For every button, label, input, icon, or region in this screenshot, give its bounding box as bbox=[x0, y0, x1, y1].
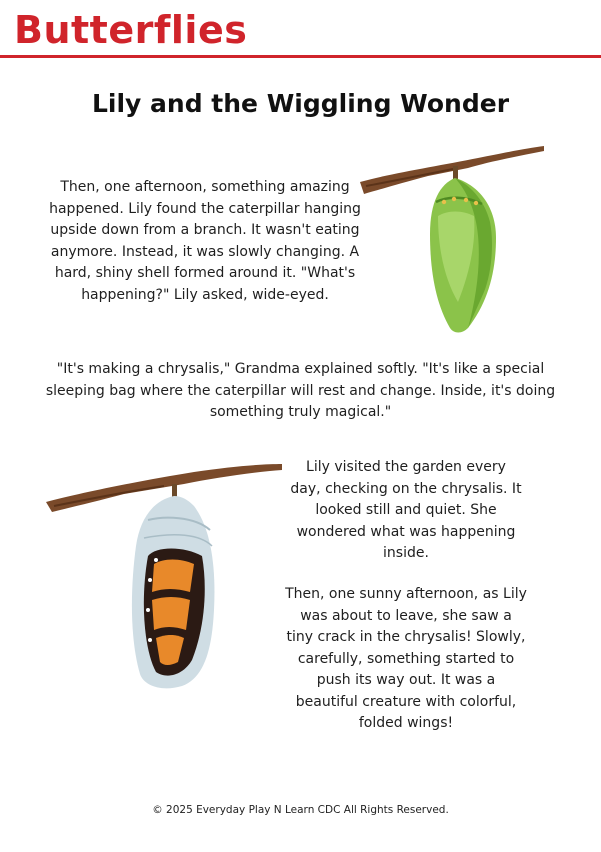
green-chrysalis-on-branch-icon bbox=[358, 142, 546, 336]
story-title: Lily and the Wiggling Wonder bbox=[91, 89, 510, 118]
header-divider bbox=[0, 55, 601, 58]
story-paragraph-1: Then, one afternoon, something amazing happened. Lily found the caterpillar hanging upside down from a branch. It wasn't eating anymore. Instead, it was slowly changing. A hard, shiny shell formed around it. "What's happening?" Lily asked, wide-eyed. bbox=[49, 179, 361, 303]
story-paragraph-3: Lily visited the garden every day, checking on the chrysalis. It looked still and quiet. She wondered what was happening inside. bbox=[290, 459, 522, 561]
story-paragraph-2: "It's making a chrysalis," Grandma explained softly. "It's like a special sleeping bag where the caterpillar will rest and change. Inside, it's doing something truly magical." bbox=[45, 361, 556, 420]
brand-title: Butterflies bbox=[14, 8, 248, 52]
copyright-footer: © 2025 Everyday Play N Learn CDC All Rights Reserved. bbox=[152, 804, 449, 816]
monarch-chrysalis-on-branch-icon bbox=[44, 460, 284, 696]
story-paragraph-4: Then, one sunny afternoon, as Lily was about to leave, she saw a tiny crack in the chrysalis! Slowly, carefully, something started to push its way out. It was a beautiful creature with colorful, folded wings! bbox=[285, 586, 527, 731]
